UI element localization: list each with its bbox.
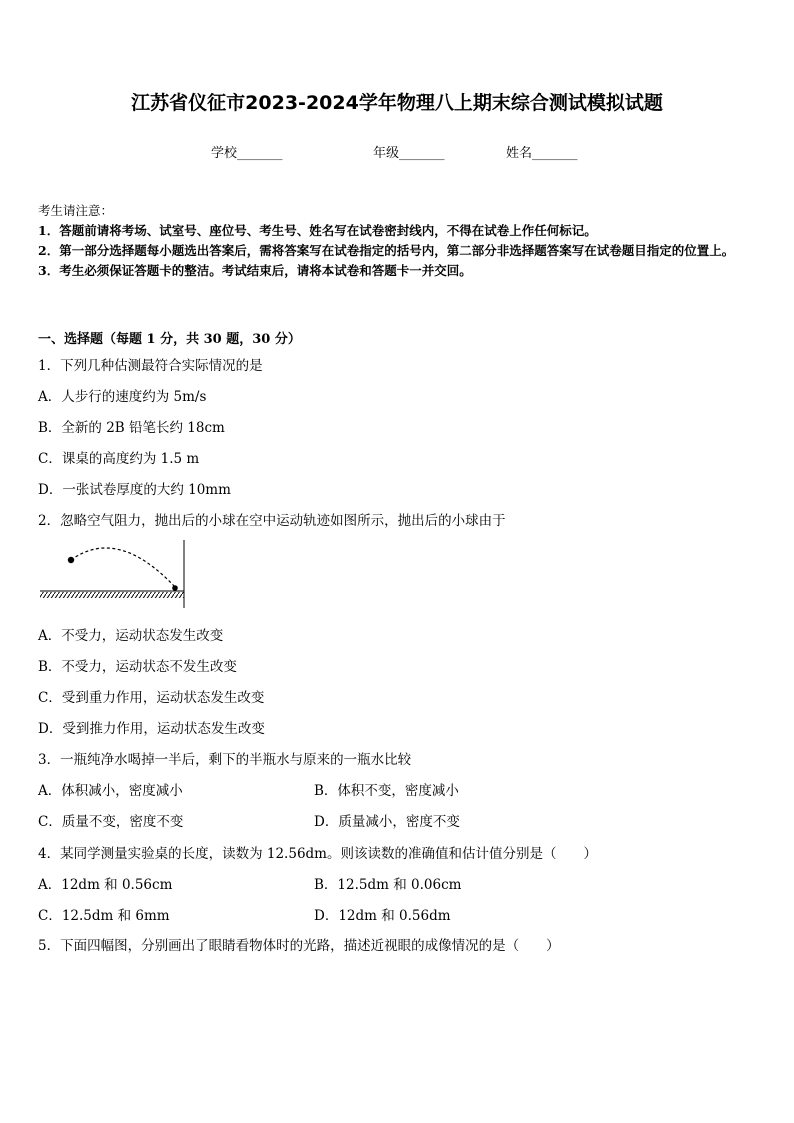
notice-item: 3．考生必须保证答题卡的整洁。考试结束后，请将本试卷和答题卡一并交回。 xyxy=(38,263,472,278)
grade-field[interactable]: 年级_______ xyxy=(373,146,445,161)
question-option[interactable]: B．体积不变，密度减小 xyxy=(314,783,459,799)
question-option[interactable]: C．12.5dm 和 6mm xyxy=(38,908,170,924)
question-option[interactable]: B．全新的 2B 铅笔长约 18cm xyxy=(38,420,225,436)
notice-item: 2．第一部分选择题每小题选出答案后，需将答案写在试卷指定的括号内，第二部分非选择题答案写在试卷题目指定的位置上。 xyxy=(38,243,735,258)
question-option[interactable]: A．不受力，运动状态发生改变 xyxy=(38,628,224,644)
question-stem: 3．一瓶纯净水喝掉一半后，剩下的半瓶水与原来的一瓶水比较 xyxy=(38,752,412,768)
question-stem: 5．下面四幅图，分别画出了眼睛看物体时的光路，描述近视眼的成像情况的是（ ） xyxy=(38,938,560,954)
question-stem: 4．某同学测量实验桌的长度，读数为 12.56dm。则该读数的准确值和估计值分别是（ ） xyxy=(38,846,597,862)
question-option[interactable]: B．不受力，运动状态不发生改变 xyxy=(38,659,237,675)
question-option[interactable]: D．一张试卷厚度的大约 10mm xyxy=(38,482,231,498)
question-stem: 2．忽略空气阻力，抛出后的小球在空中运动轨迹如图所示，抛出后的小球由于 xyxy=(38,513,506,529)
question-option[interactable]: A．人步行的速度约为 5m/s xyxy=(38,389,207,405)
section-heading: 一、选择题（每题 1 分，共 30 题，30 分） xyxy=(38,332,301,347)
question-option[interactable]: A．体积减小，密度减小 xyxy=(38,783,183,799)
exam-notice xyxy=(38,201,758,281)
question-option[interactable]: A．12dm 和 0.56cm xyxy=(38,877,173,893)
question-option[interactable]: C．课桌的高度约为 1.5 m xyxy=(38,451,200,467)
question-option[interactable]: C．质量不变，密度不变 xyxy=(38,814,184,830)
question-stem: 1．下列几种估测最符合实际情况的是 xyxy=(38,358,263,374)
projectile-trajectory-diagram xyxy=(38,540,188,610)
question-option[interactable]: B．12.5dm 和 0.06cm xyxy=(314,877,462,893)
projectile-figure xyxy=(38,540,188,610)
question-option[interactable]: D．受到推力作用，运动状态发生改变 xyxy=(38,721,265,737)
notice-heading: 考生请注意： xyxy=(38,203,114,218)
question-option[interactable]: D．质量减小，密度不变 xyxy=(314,814,460,830)
name-field[interactable]: 姓名_______ xyxy=(506,146,578,161)
school-field[interactable]: 学校_______ xyxy=(211,146,283,161)
question-option[interactable]: D．12dm 和 0.56dm xyxy=(314,908,451,924)
question-option[interactable]: C．受到重力作用，运动状态发生改变 xyxy=(38,690,265,706)
notice-item: 1．答题前请将考场、试室号、座位号、考生号、姓名写在试卷密封线内，不得在试卷上作任何标记。 xyxy=(38,223,597,238)
page-title: 江苏省仪征市2023-2024学年物理八上期末综合测试模拟试题 xyxy=(131,92,663,114)
